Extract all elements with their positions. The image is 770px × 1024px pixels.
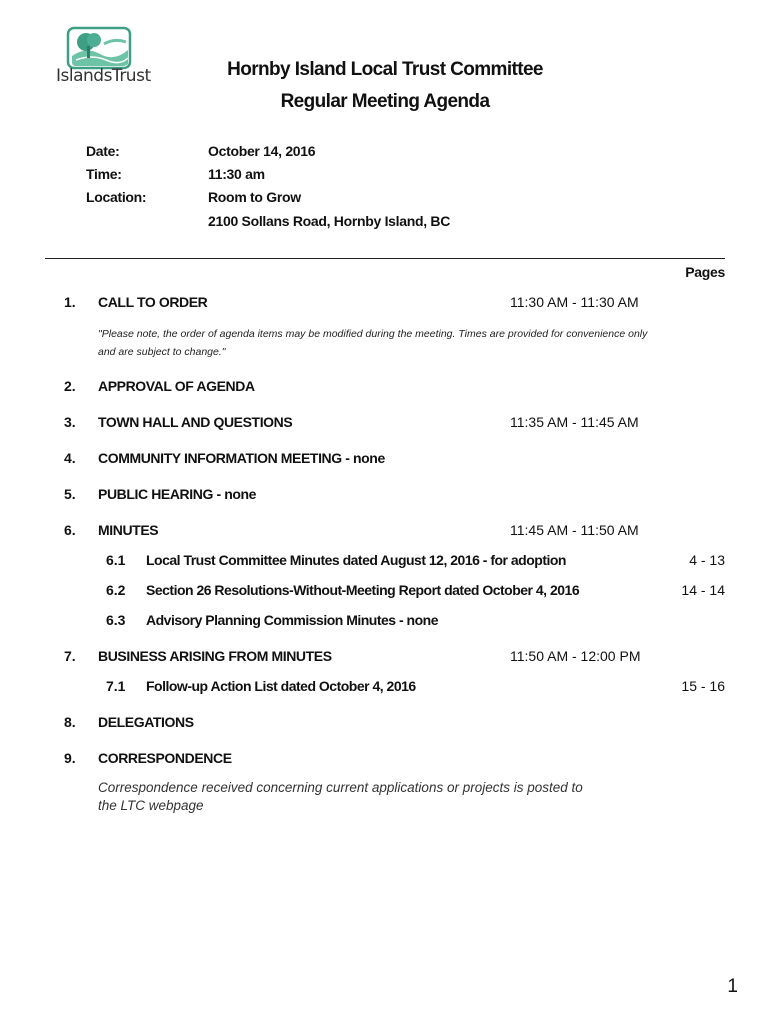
agenda-subitem-pages: 4 - 13 [689, 552, 725, 568]
date-label: Date: [86, 143, 120, 159]
agenda-item-title: DELEGATIONS [98, 714, 194, 730]
agenda-item-number: 9. [64, 750, 76, 766]
agenda-item-title: BUSINESS ARISING FROM MINUTES [98, 648, 332, 664]
location-value: Room to Grow [208, 189, 301, 205]
agenda-item-title: TOWN HALL AND QUESTIONS [98, 414, 293, 430]
agenda-subitem-title: Section 26 Resolutions-Without-Meeting Report dated October 4, 2016 [146, 582, 580, 598]
logo-wordmark: IslandsTrust [56, 66, 151, 86]
agenda-item-time: 11:35 AM - 11:45 AM [510, 414, 639, 430]
agenda-item-number: 2. [64, 378, 76, 394]
agenda-item-number: 3. [64, 414, 76, 430]
agenda-item-number: 5. [64, 486, 76, 502]
location-label: Location: [86, 189, 147, 205]
pages-column-header: Pages [685, 264, 725, 280]
document-title: Hornby Island Local Trust Committee [227, 59, 543, 80]
time-label: Time: [86, 166, 122, 182]
agenda-subitem-number: 6.3 [106, 612, 126, 628]
agenda-item-title: COMMUNITY INFORMATION MEETING - none [98, 450, 385, 466]
correspondence-note [98, 779, 618, 815]
agenda-item-time: 11:45 AM - 11:50 AM [510, 522, 639, 538]
agenda-subitem-number: 6.1 [106, 552, 126, 568]
agenda-item-title: CALL TO ORDER [98, 294, 208, 310]
agenda-change-note-line: "Please note, the order of agenda items may be modified during the meeting. Times are provided for convenience only [98, 328, 648, 340]
page-number: 1 [727, 976, 738, 997]
document-subtitle: Regular Meeting Agenda [280, 91, 490, 112]
agenda-subitem-title: Local Trust Committee Minutes dated August 12, 2016 - for adoption [146, 552, 566, 568]
agenda-item-number: 1. [64, 294, 76, 310]
correspondence-note-line: Correspondence received concerning current applications or projects is posted to [98, 780, 583, 795]
agenda-item-title: PUBLIC HEARING - none [98, 486, 257, 502]
agenda-item-title: MINUTES [98, 522, 159, 538]
header-divider [45, 258, 725, 259]
agenda-item-number: 4. [64, 450, 76, 466]
agenda-subitem-title: Follow-up Action List dated October 4, 2016 [146, 678, 416, 694]
agenda-change-note [98, 325, 658, 361]
agenda-subitem-number: 7.1 [106, 678, 126, 694]
agenda-item-title: APPROVAL OF AGENDA [98, 378, 255, 394]
agenda-subitem-title: Advisory Planning Commission Minutes - none [146, 612, 438, 628]
correspondence-note-line: the LTC webpage [98, 798, 204, 813]
agenda-item-time: 11:30 AM - 11:30 AM [510, 294, 639, 310]
agenda-item-number: 8. [64, 714, 76, 730]
location-address: 2100 Sollans Road, Hornby Island, BC [208, 213, 451, 229]
agenda-change-note-line: and are subject to change." [98, 346, 226, 358]
time-value: 11:30 am [208, 166, 265, 182]
agenda-subitem-pages: 15 - 16 [681, 678, 725, 694]
agenda-item-time: 11:50 AM - 12:00 PM [510, 648, 641, 664]
agenda-item-title: CORRESPONDENCE [98, 750, 232, 766]
agenda-item-number: 6. [64, 522, 76, 538]
agenda-subitem-pages: 14 - 14 [681, 582, 725, 598]
agenda-subitem-number: 6.2 [106, 582, 126, 598]
agenda-item-number: 7. [64, 648, 76, 664]
date-value: October 14, 2016 [208, 143, 316, 159]
